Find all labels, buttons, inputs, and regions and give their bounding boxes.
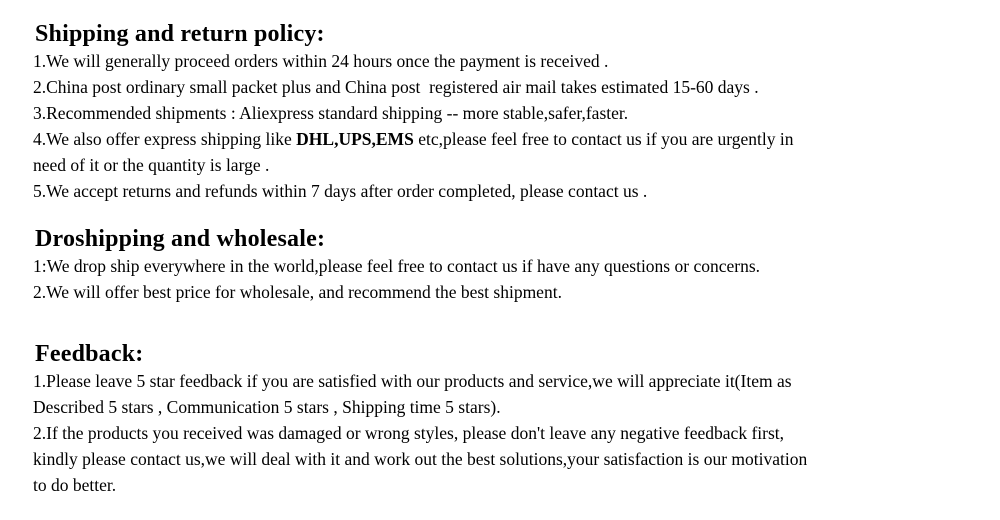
- policy-line: [33, 126, 970, 152]
- policy-line: kindly please contact us,we will deal with it and work out the best solutions,your satisfaction is our motivation: [33, 449, 808, 469]
- carriers-bold-text: DHL,UPS,EMS: [296, 129, 414, 149]
- section-heading-feedback: Feedback:: [35, 341, 144, 367]
- policy-line: 2.We will offer best price for wholesale, and recommend the best shipment.: [33, 282, 562, 302]
- section-body-dropshipping: [33, 253, 970, 305]
- section-feedback: [33, 340, 970, 498]
- line-segment: 4.We also offer express shipping like: [33, 129, 297, 149]
- policy-line: Described 5 stars , Communication 5 stars , Shipping time 5 stars).: [33, 397, 501, 417]
- section-shipping-return-policy: [33, 20, 970, 204]
- policy-line: need of it or the quantity is large .: [33, 155, 270, 175]
- policy-line: 1:We drop ship everywhere in the world,please feel free to contact us if have any questions or concerns.: [33, 256, 761, 276]
- policy-line: to do better.: [33, 475, 117, 495]
- policy-line: 2.China post ordinary small packet plus and China post registered air mail takes estimated 15-60 days .: [33, 77, 759, 97]
- policy-line: 5.We accept returns and refunds within 7 days after order completed, please contact us .: [33, 181, 648, 201]
- section-body-shipping: [33, 48, 970, 204]
- policy-line: 2.If the products you received was damaged or wrong styles, please don't leave any negative feedback first,: [33, 423, 785, 443]
- policy-line: 3.Recommended shipments : Aliexpress standard shipping -- more stable,safer,faster.: [33, 103, 629, 123]
- line-segment: etc,please feel free to contact us if you are urgently in: [413, 129, 794, 149]
- section-dropshipping-wholesale: [33, 225, 970, 305]
- policy-line: 1.We will generally proceed orders within 24 hours once the payment is received .: [33, 51, 609, 71]
- policy-line: 1.Please leave 5 star feedback if you are satisfied with our products and service,we will appreciate it(Item as: [33, 371, 792, 391]
- section-heading-dropshipping: Droshipping and wholesale:: [35, 226, 326, 252]
- section-heading-shipping: Shipping and return policy:: [35, 21, 325, 47]
- section-body-feedback: [33, 368, 970, 498]
